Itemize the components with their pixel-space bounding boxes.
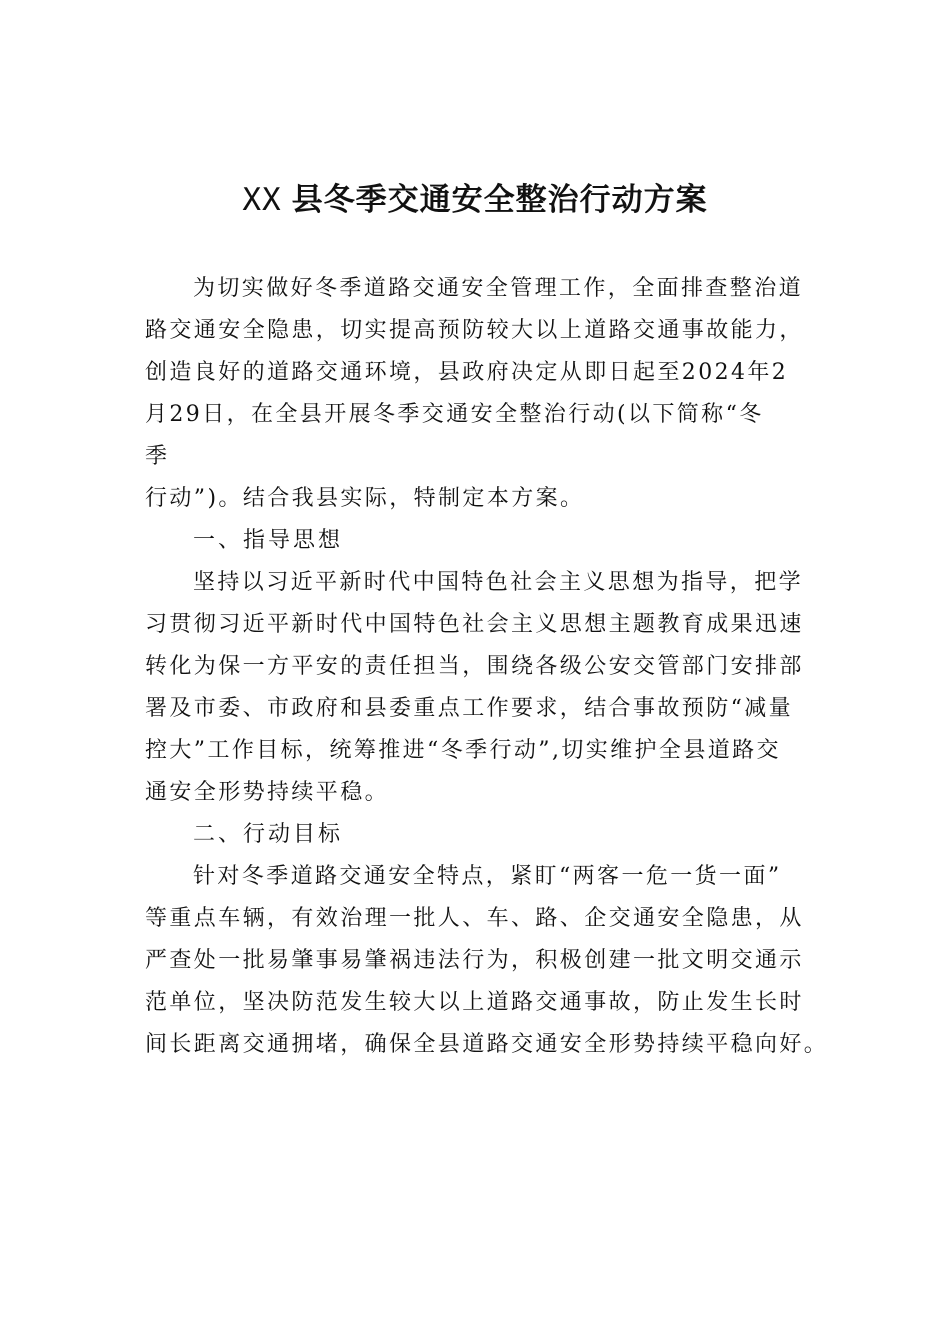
intro-line: 月29日，在全县开展冬季交通安全整治行动(以下简称“冬 xyxy=(145,402,764,427)
goals-line: 范单位，坚决防范发生较大以上道路交通事故，防止发生长时 xyxy=(145,990,804,1015)
goals-line: 等重点车辆，有效治理一批人、车、路、企交通安全隐患，从 xyxy=(145,906,804,931)
guiding-line: 署及市委、市政府和县委重点工作要求，结合事故预防“减量 xyxy=(145,696,794,721)
guiding-line: 控大”工作目标，统筹推进“冬季行动”,切实维护全县道路交 xyxy=(145,738,781,763)
goals-line: 针对冬季道路交通安全特点，紧盯“两客一危一货一面” xyxy=(193,864,782,889)
intro-paragraph xyxy=(145,268,809,520)
intro-line: 行动”)。结合我县实际，特制定本方案。 xyxy=(145,486,585,511)
section-heading-guiding-ideology: 一、指导思想 xyxy=(193,528,344,553)
intro-line: 为切实做好冬季道路交通安全管理工作，全面排查整治道 xyxy=(193,276,804,301)
title-prefix: XX xyxy=(242,182,282,218)
intro-line: 路交通安全隐患，切实提高预防较大以上道路交通事故能力， xyxy=(145,318,804,343)
intro-line: 创造良好的道路交通环境，县政府决定从即日起至2024年2 xyxy=(145,360,789,385)
action-goals-paragraph xyxy=(145,856,829,1066)
document-body xyxy=(145,268,829,1066)
goals-line: 间长距离交通拥堵，确保全县道路交通安全形势持续平稳向好。 xyxy=(145,1032,829,1057)
guiding-line: 转化为保一方平安的责任担当，围绕各级公安交管部门安排部 xyxy=(145,654,804,679)
guiding-line: 通安全形势持续平稳。 xyxy=(145,780,390,805)
guiding-line: 习贯彻习近平新时代中国特色社会主义思想主题教育成果迅速 xyxy=(145,612,804,637)
document-title xyxy=(0,172,950,228)
section-heading-action-goals: 二、行动目标 xyxy=(193,822,344,847)
guiding-ideology-paragraph xyxy=(145,562,809,814)
guiding-line: 坚持以习近平新时代中国特色社会主义思想为指导，把学 xyxy=(193,570,804,595)
intro-line: 季 xyxy=(145,444,170,469)
title-main: 县冬季交通安全整治行动方案 xyxy=(291,182,708,218)
goals-line: 严查处一批易肇事易肇祸违法行为，积极创建一批文明交通示 xyxy=(145,948,804,973)
